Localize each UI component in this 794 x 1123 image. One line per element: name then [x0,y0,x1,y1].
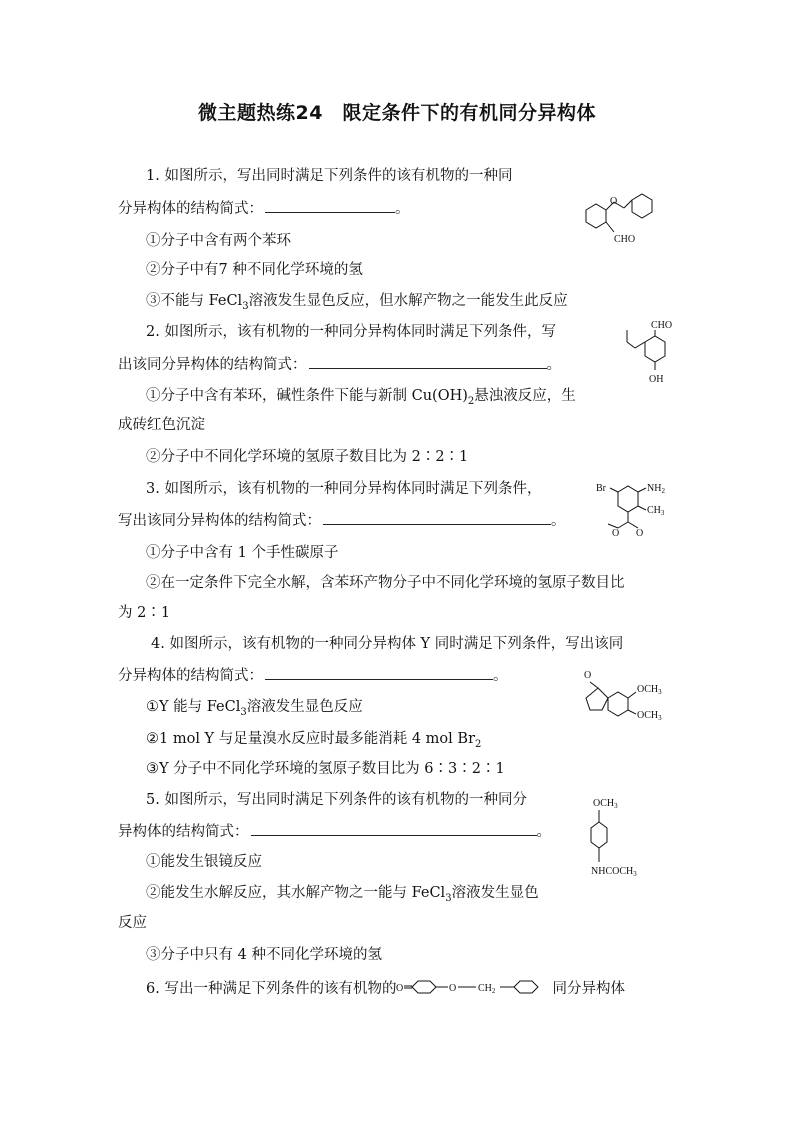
q4-answer-blank[interactable] [265,665,493,680]
q1-structure [568,180,668,250]
q2-line1: 2. 如图所示，该有机物的一种同分异构体同时满足下列条件，写 [146,324,556,340]
svg-text:O: O [396,983,404,994]
q3-nh2-label: $NH_2$ [647,483,665,495]
q2-answer-blank[interactable] [309,354,547,369]
q1-cond1: ①分子中含有两个苯环 [146,233,291,249]
q5-answer-blank[interactable] [251,821,537,836]
q5-och3-label: $OCH_3$ [593,798,618,810]
q6-inline-structure [396,979,552,993]
q5-cond2: ②能发生水解反应，其水解产物之一能与 FeCl$_3$溶液发生显色 [146,885,539,904]
svg-text:O: O [449,983,457,994]
q4-o-label: O [584,670,592,681]
q5-cond2-cont: 反应 [118,915,147,931]
q3-line1: 3. 如图所示，该有机物的一种同分异构体同时满足下列条件， [146,481,542,497]
q2-cho-label: CHO [651,320,673,331]
q4-och3-bot: $OCH_3$ [637,710,662,722]
q3-br-label: Br [596,483,606,494]
q1-answer-blank[interactable] [265,198,395,213]
q5-line1: 5. 如图所示，写出同时满足下列条件的该有机物的一种同分 [146,792,527,808]
q2-cond1: ①分子中含有苯环，碱性条件下能与新制 $Cu(OH)_2$悬浊液反应，生 [146,388,576,407]
q3-o2-label: O [612,528,620,539]
q3-line2: 写出该同分异构体的结构简式： 。 [118,510,566,531]
q5-cond1: ①能发生银镜反应 [146,854,262,870]
svg-text:CH2: $CH_2$ [478,983,496,995]
q1-cond2: ②分子中有7 种不同化学环境的氢 [146,262,363,278]
q4-cond2: ②1 mol Y 与足量溴水反应时最多能消耗 4 mol $Br_2$ [146,731,482,750]
q4-line1: 4. 如图所示，该有机物的一种同分异构体 Y 同时满足下列条件，写出该同 [151,636,624,652]
q3-cond1: ①分子中含有 1 个手性碳原子 [146,545,339,561]
q5-nh-label: $NHCOCH_3$ [591,866,637,878]
q2-line2: 出该同分异构体的结构简式： 。 [118,354,561,375]
q1-cho-label: CHO [614,234,636,245]
q5-cond3: ③分子中只有 4 种不同化学环境的氢 [146,947,382,963]
q3-ch3-label: $CH_3$ [647,505,665,517]
q4-cond3: ③Y 分子中不同化学环境的氢原子数目比为 6∶3∶2∶1 [146,761,505,777]
q3-cond2-cont: 为 2∶1 [118,605,171,621]
q3-structure [596,478,676,548]
page-title: 微主题热练24 限定条件下的有机同分异构体 [198,102,596,124]
q1-line2: 分异构体的结构简式： 。 [118,198,410,219]
q2-structure [615,318,685,393]
q3-o-label: O [636,528,644,539]
q1-o-label: O [610,196,618,207]
q5-line2: 异构体的结构简式： 。 [118,821,551,842]
q4-line2: 分异构体的结构简式： 。 [118,665,508,686]
q5-structure [585,792,675,884]
q1-cond3: ③不能与 FeCl$_3$溶液发生显色反应，但水解产物之一能发生此反应 [146,293,568,312]
q1-line1: 1. 如图所示，写出同时满足下列条件的该有机物的一种同 [146,168,513,184]
q2-oh-label: OH [649,374,664,385]
q4-structure [578,668,678,728]
q4-och3-top: $OCH_3$ [637,684,662,696]
q4-cond1: ①Y 能与 FeCl$_3$溶液发生显色反应 [146,699,363,718]
q3-answer-blank[interactable] [323,510,551,525]
q6-line1: 6. 写出一种满足下列条件的该有机物的 O O $CH_2$ 同分异构体 [146,981,625,997]
q2-cond1-cont: 成砖红色沉淀 [118,417,205,433]
q3-cond2: ②在一定条件下完全水解，含苯环产物分子中不同化学环境的氢原子数目比 [146,575,625,591]
q2-cond2: ②分子中不同化学环境的氢原子数目比为 2∶2∶1 [146,449,469,465]
